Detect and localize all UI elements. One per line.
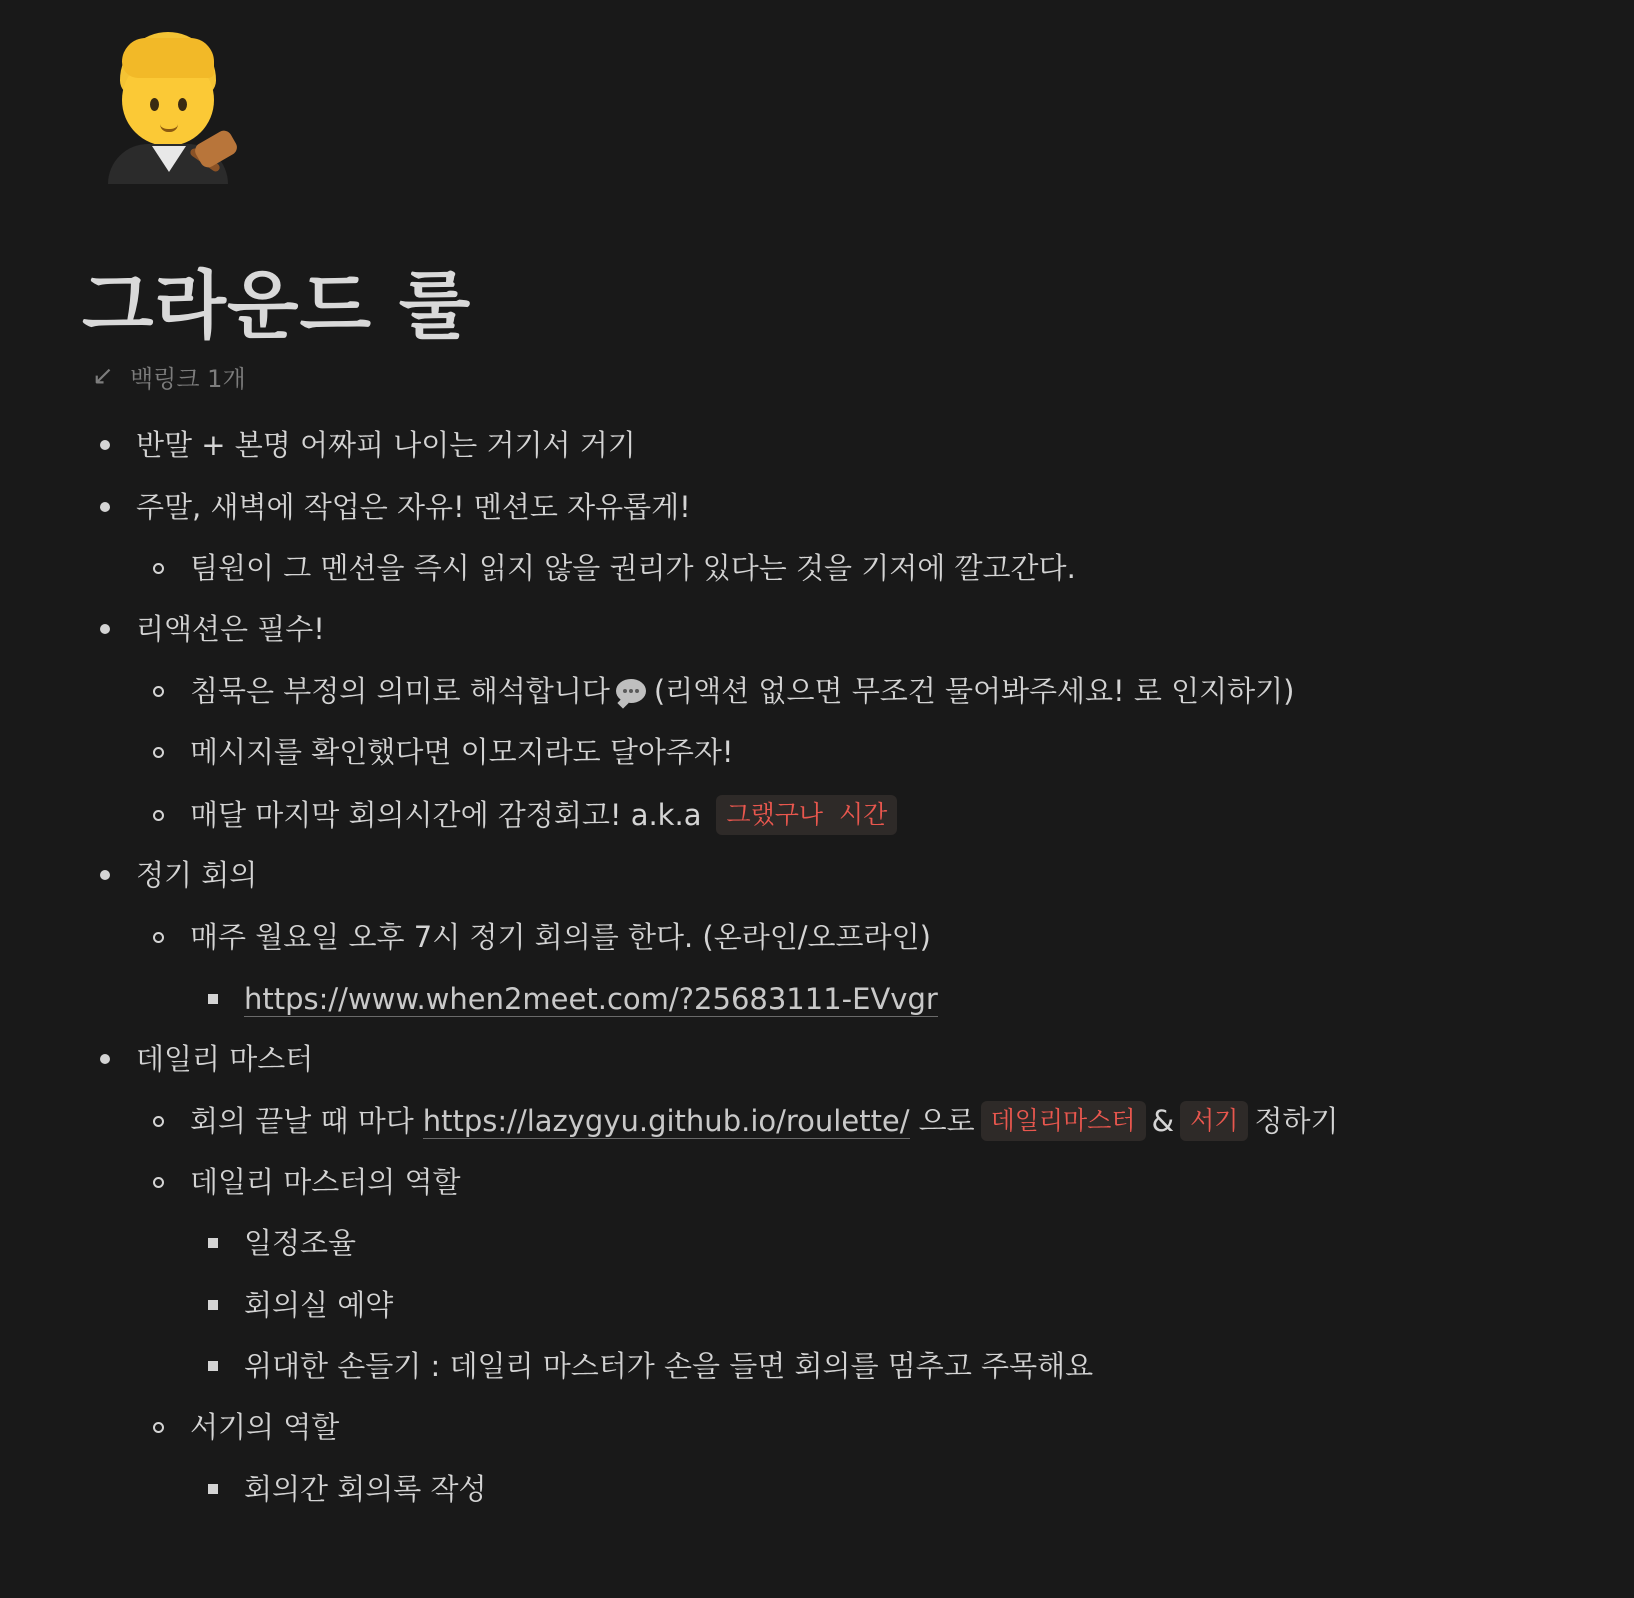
bullet-circle (153, 563, 164, 574)
list-item-text: 서기의 역할 (190, 1410, 340, 1444)
ampersand-text: & (1151, 1104, 1175, 1138)
bullet-square (208, 1300, 218, 1310)
bullet-circle (153, 1116, 164, 1127)
bullet-disc (100, 870, 110, 880)
page-title[interactable]: 그라운드 룰 (82, 263, 472, 349)
list-item-text: 회의실 예약 (244, 1288, 394, 1322)
list-item-text (190, 1100, 1338, 1142)
bullet-circle (153, 747, 164, 758)
decide-text: 정하기 (1254, 1104, 1339, 1138)
list-item-text: 팀원이 그 멘션을 즉시 읽지 않을 권리가 있다는 것을 기저에 깔고간다. (190, 551, 1076, 585)
bullet-disc (100, 502, 110, 512)
inline-code-tag: 그랬구나 시간 (716, 795, 897, 835)
backlinks-label: 백링크 1개 (130, 364, 246, 393)
bullet-disc (100, 624, 110, 634)
bullet-disc (100, 440, 110, 450)
silence-note: (리액션 없으면 무조건 물어봐주세요! 로 인지하기) (653, 674, 1295, 708)
inline-code-tag: 데일리마스터 (981, 1101, 1146, 1141)
list-item-text: 메시지를 확인했다면 이모지라도 달아주자! (190, 735, 734, 769)
list-item-text (190, 794, 903, 836)
when2meet-link[interactable]: https://www.when2meet.com/?25683111-EVvgr (244, 981, 938, 1016)
bullet-square (208, 1361, 218, 1371)
speech-bubble-icon (616, 679, 646, 703)
bullet-circle (153, 686, 164, 697)
with-text: 으로 (918, 1104, 975, 1138)
bullet-circle (153, 1177, 164, 1188)
bullet-circle (153, 810, 164, 821)
retro-text: 매달 마지막 회의시간에 감정회고! a.k.a (190, 798, 702, 832)
inline-code-tag: 서기 (1180, 1101, 1248, 1141)
bullet-square (208, 1484, 218, 1494)
list-item-text: 데일리 마스터 (136, 1042, 314, 1076)
roulette-link[interactable]: https://lazygyu.github.io/roulette/ (422, 1103, 910, 1138)
bullet-circle (153, 1422, 164, 1433)
list-item-text: 주말, 새벽에 작업은 자유! 멘션도 자유롭게! (136, 490, 691, 524)
bullet-circle (153, 932, 164, 943)
backlinks-button[interactable] (90, 358, 246, 394)
bullet-square (208, 1238, 218, 1248)
list-item-text: 위대한 손들기 : 데일리 마스터가 손을 들면 회의를 멈추고 주목해요 (244, 1349, 1094, 1383)
judge-emoji-icon[interactable] (108, 32, 248, 184)
list-item-text: 회의간 회의록 작성 (244, 1472, 487, 1506)
list-item-text: 반말 + 본명 어짜피 나이는 거기서 거기 (136, 428, 636, 462)
list-item-text: 일정조율 (244, 1226, 357, 1260)
meeting-end-text: 회의 끝날 때 마다 (190, 1104, 414, 1138)
bullet-disc (100, 1054, 110, 1064)
list-item-text: 리액션은 필수! (136, 612, 325, 646)
list-item-text: 정기 회의 (136, 858, 258, 892)
list-item-text (190, 670, 1295, 712)
list-item-text: 데일리 마스터의 역할 (190, 1165, 461, 1199)
backlink-arrow-icon: ↙ (92, 361, 114, 391)
bullet-square (208, 994, 218, 1004)
list-item-text: 매주 월요일 오후 7시 정기 회의를 한다. (온라인/오프라인) (190, 920, 931, 954)
silence-text: 침묵은 부정의 의미로 해석합니다 (190, 674, 610, 708)
